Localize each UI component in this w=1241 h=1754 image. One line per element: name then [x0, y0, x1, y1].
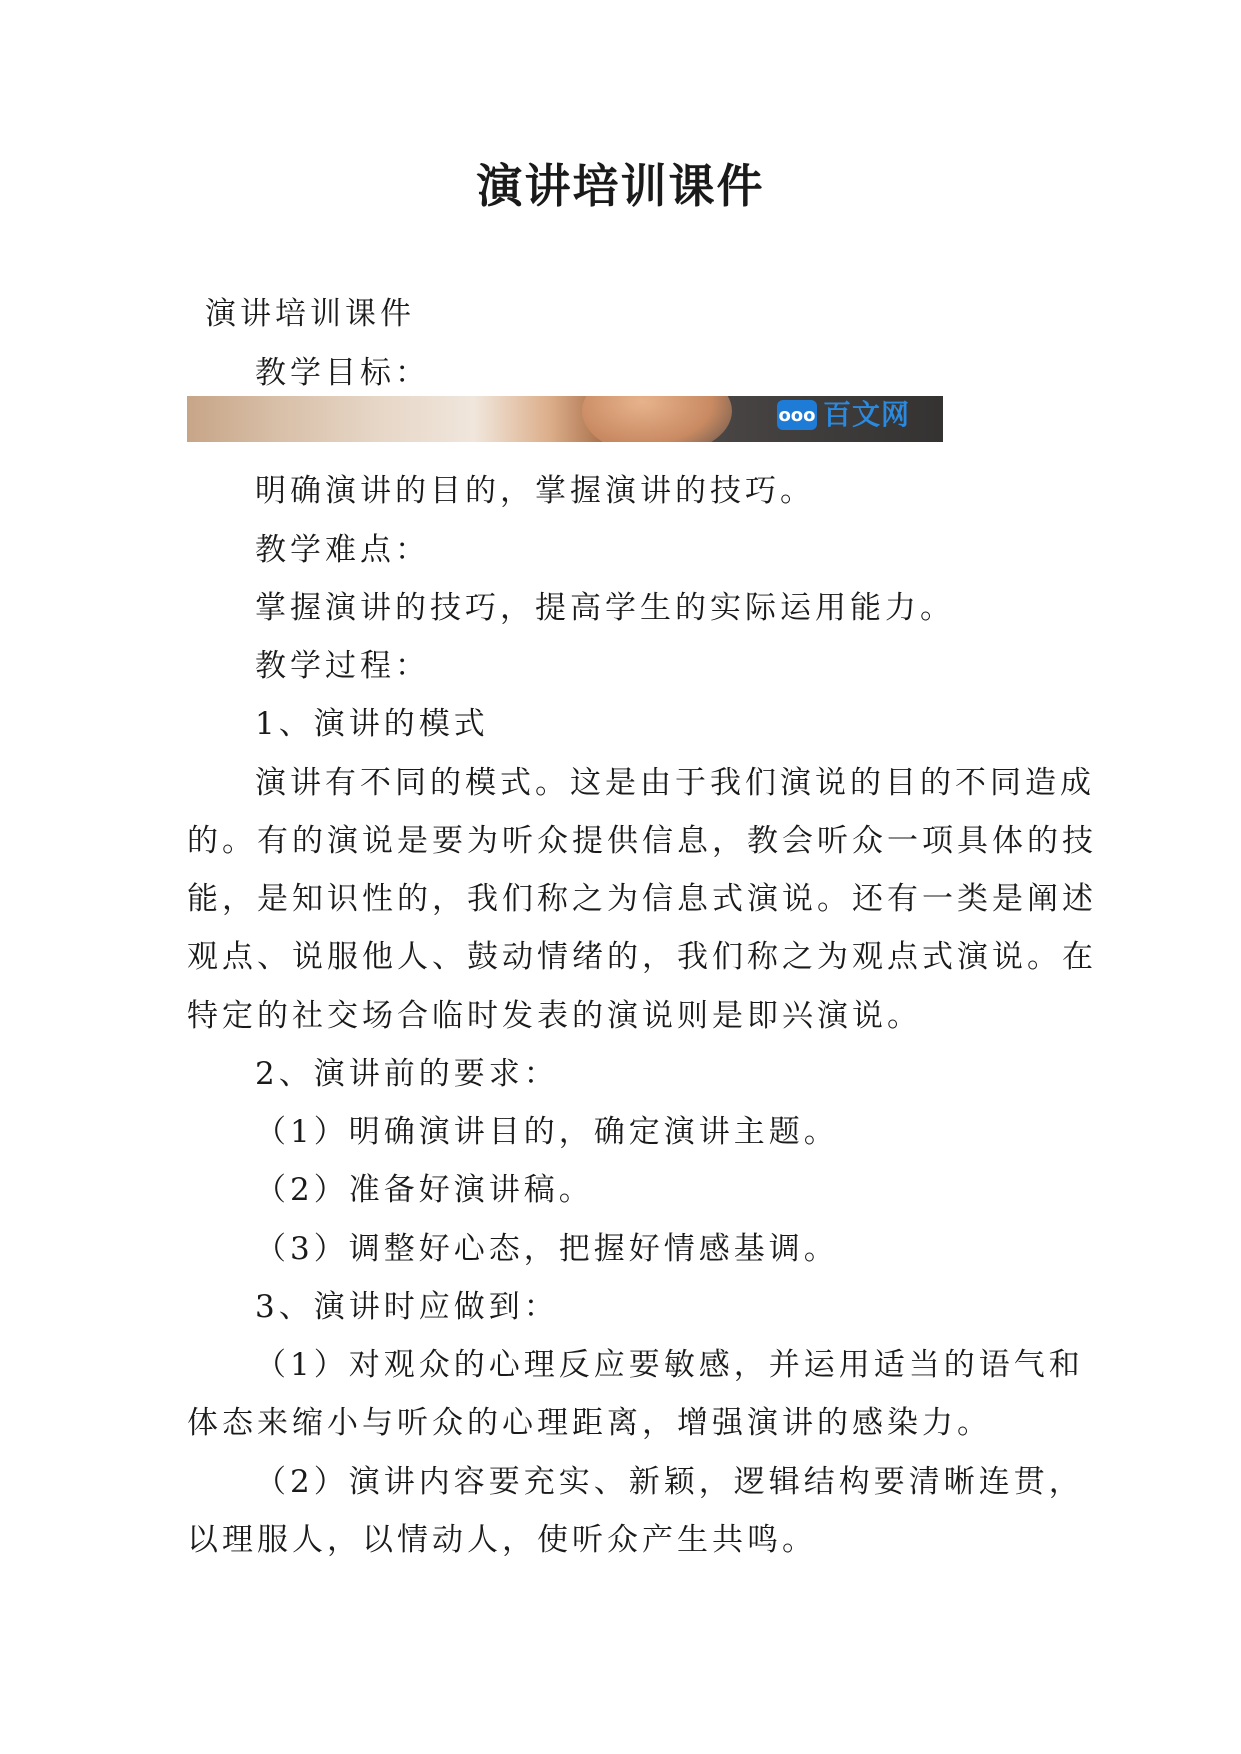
section1-heading: 1、演讲的模式 [255, 706, 489, 742]
difficulty-text: 掌握演讲的技巧，提高学生的实际运用能力。 [255, 590, 955, 626]
watermark-logo-icon: ooo [777, 400, 817, 430]
section3-item2-line: 以理服人，以情动人，使听众产生共鸣。 [187, 1522, 817, 1558]
document-subtitle: 演讲培训课件 [205, 296, 415, 332]
section1-para-line: 演讲有不同的模式。这是由于我们演说的目的不同造成 [255, 765, 1095, 801]
section3-item1-line: 体态来缩小与听众的心理距离，增强演讲的感染力。 [187, 1405, 992, 1441]
teaching-goal-text: 明确演讲的目的，掌握演讲的技巧。 [255, 473, 815, 509]
difficulty-label: 教学难点： [255, 532, 430, 568]
page-title: 演讲培训课件 [476, 159, 765, 213]
section1-para-line: 的。有的演说是要为听众提供信息，教会听众一项具体的技 [187, 823, 1097, 859]
section1-para-line: 特定的社交场合临时发表的演说则是即兴演说。 [187, 998, 922, 1034]
section1-para-line: 观点、说服他人、鼓动情绪的，我们称之为观点式演说。在 [187, 939, 1097, 975]
teaching-goal-label: 教学目标： [255, 355, 430, 391]
photo-hand-shape [582, 396, 732, 442]
section2-item: （1）明确演讲目的，确定演讲主题。 [255, 1114, 839, 1150]
watermark [777, 396, 910, 430]
section3-item2-line: （2）演讲内容要充实、新颖，逻辑结构要清晰连贯， [255, 1464, 1084, 1500]
watermark-text: 百文网 [823, 398, 911, 431]
section3-item1-line: （1）对观众的心理反应要敏感，并运用适当的语气和 [255, 1347, 1084, 1383]
process-label: 教学过程： [255, 648, 430, 684]
section1-para-line: 能，是知识性的，我们称之为信息式演说。还有一类是阐述 [187, 881, 1097, 917]
photo-strip [187, 396, 943, 442]
section3-heading: 3、演讲时应做到： [255, 1289, 559, 1325]
section2-item: （2）准备好演讲稿。 [255, 1172, 594, 1208]
section2-heading: 2、演讲前的要求： [255, 1056, 559, 1092]
section2-item: （3）调整好心态，把握好情感基调。 [255, 1231, 839, 1267]
